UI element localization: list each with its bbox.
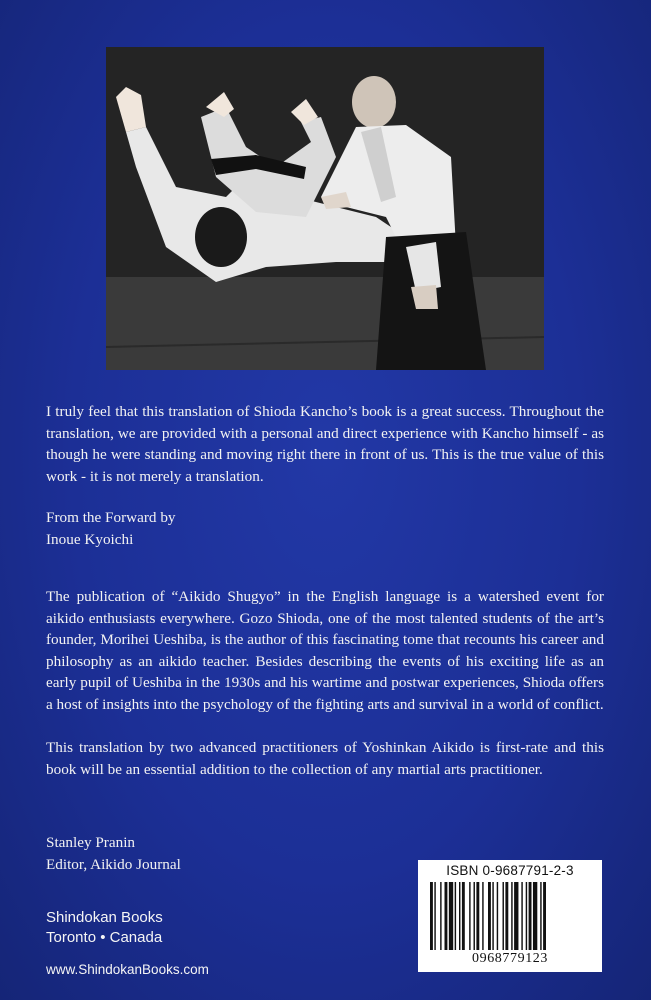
quote-text: I truly feel that this translation of Shioda Kancho’s book is a great success. Throughout the translation, we are provided with a personal and direct experience with Kancho himself - as though he were standing and moving right there in front of us. This is the true value of this work - it is not merely a translation. bbox=[46, 403, 604, 485]
barcode-bar bbox=[469, 882, 470, 950]
review-text-1: The publication of “Aikido Shugyo” in the English language is a watershed event for aikido enthusiasts everywhere. Gozo Shioda, one of the most talented students of the art’s founder, Morihei Ueshiba, is the author of this fascinating tome that recounts his career and philosophy as an aikido teacher. Besides describing the events of his exciting life as an early pupil of Ueshiba in the 1930s and his wartime and postwar experiences, Shioda offers a host of insights into the psychology of the fighting arts and survival in a world of conflict. bbox=[46, 588, 604, 713]
quote-paragraph bbox=[46, 401, 604, 487]
isbn-barcode bbox=[418, 860, 602, 972]
barcode-bar bbox=[543, 882, 546, 950]
quote-source-line2: Inoue Kyoichi bbox=[46, 530, 134, 548]
barcode-bar bbox=[430, 882, 433, 950]
publisher-block bbox=[46, 908, 163, 948]
aikido-photo bbox=[106, 47, 544, 370]
barcode-bars bbox=[430, 882, 590, 950]
barcode-bar bbox=[455, 882, 456, 950]
publisher-location: Toronto • Canada bbox=[46, 929, 163, 946]
aikido-photo-illustration bbox=[106, 47, 544, 370]
barcode-bar bbox=[529, 882, 532, 950]
quote-source-line1: From the Forward by bbox=[46, 509, 176, 526]
barcode-bar bbox=[434, 882, 435, 950]
barcode-bar bbox=[514, 882, 518, 950]
barcode-bar bbox=[462, 882, 465, 950]
barcode-bar bbox=[521, 882, 522, 950]
barcode-number: 0968779123 bbox=[472, 951, 548, 966]
barcode-bar bbox=[511, 882, 512, 950]
isbn-label: ISBN 0-9687791-2-3 bbox=[446, 863, 574, 878]
barcode-bar bbox=[445, 882, 448, 950]
barcode-bar bbox=[505, 882, 508, 950]
barcode-bar bbox=[482, 882, 483, 950]
barcode-bar bbox=[459, 882, 460, 950]
barcode-bar bbox=[474, 882, 475, 950]
barcode-bar bbox=[488, 882, 491, 950]
review-paragraph-1 bbox=[46, 586, 604, 716]
barcode-bar bbox=[503, 882, 504, 950]
review-author: Stanley Pranin bbox=[46, 834, 136, 851]
review-paragraph-2 bbox=[46, 737, 604, 780]
review-author-title: Editor, Aikido Journal bbox=[46, 855, 181, 873]
publisher-name: Shindokan Books bbox=[46, 909, 163, 926]
barcode-bar bbox=[526, 882, 527, 950]
barcode-bar bbox=[492, 882, 493, 950]
barcode-bar bbox=[533, 882, 537, 950]
barcode-bar bbox=[449, 882, 453, 950]
barcode-bar bbox=[497, 882, 498, 950]
quote-attribution bbox=[46, 507, 604, 550]
barcode-bar bbox=[540, 882, 541, 950]
barcode-bar bbox=[440, 882, 441, 950]
barcode-bar bbox=[476, 882, 479, 950]
review-text-2: This translation by two advanced practitioners of Yoshinkan Aikido is first-rate and this book will be an essential addition to the collection of any martial arts practitioner. bbox=[46, 739, 604, 778]
publisher-website: www.ShindokanBooks.com bbox=[46, 962, 209, 977]
